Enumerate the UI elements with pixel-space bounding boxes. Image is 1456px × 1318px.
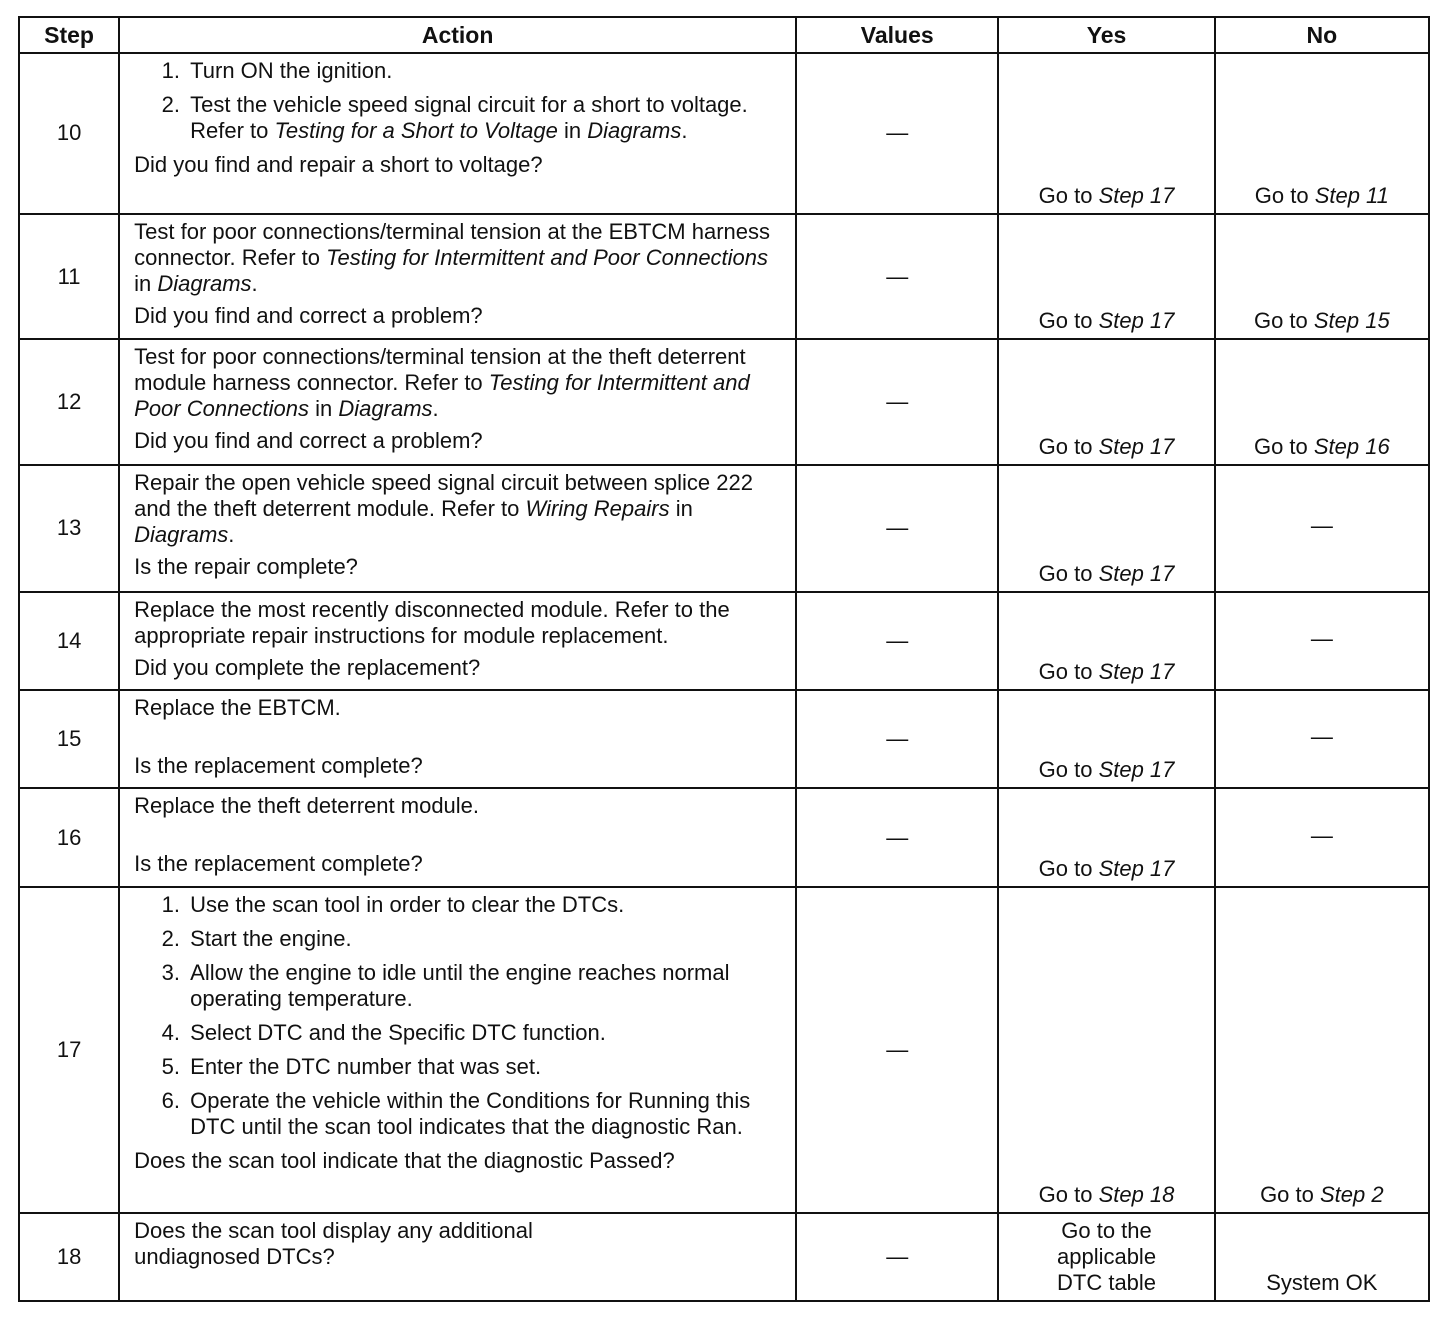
list-item: 6. Operate the vehicle within the Conditions for Running this DTC until the scan tool indicates that the diagnostic Ran. xyxy=(186,1088,783,1140)
yes-cell: Go to Step 17 xyxy=(998,690,1214,788)
no-cell: — xyxy=(1215,465,1429,592)
question-text: Does the scan tool indicate that the diagnostic Passed? xyxy=(134,1147,675,1173)
table-row xyxy=(19,887,1429,1213)
values-cell: — xyxy=(796,887,998,1213)
table-row xyxy=(19,1213,1429,1301)
step-number: 12 xyxy=(19,339,119,465)
action-text: Does the scan tool display any additional undiagnosed DTCs? xyxy=(134,1217,533,1269)
question-text: Did you find and repair a short to voltage? xyxy=(134,152,543,177)
step-number: 18 xyxy=(19,1213,119,1301)
yes-cell: Go to Step 18 xyxy=(998,887,1214,1213)
question-text: Is the replacement complete? xyxy=(134,851,423,877)
action-cell xyxy=(119,1213,796,1301)
yes-cell: Go to Step 17 xyxy=(998,214,1214,340)
list-item: 2. Test the vehicle speed signal circuit for a short to voltage. Refer to Testing for a Short to Voltage in Diagrams. xyxy=(186,92,783,144)
question-text: Did you find and correct a problem? xyxy=(134,302,483,328)
yes-cell: Go to Step 17 xyxy=(998,788,1214,886)
values-cell: — xyxy=(796,788,998,886)
yes-cell: Go to Step 17 xyxy=(998,53,1214,214)
no-cell: Go to Step 2 xyxy=(1215,887,1429,1213)
table-row xyxy=(19,339,1429,465)
action-cell xyxy=(119,592,796,690)
step-number: 10 xyxy=(19,53,119,214)
header-yes: Yes xyxy=(998,17,1214,53)
values-cell: — xyxy=(796,214,998,340)
step-number: 11 xyxy=(19,214,119,340)
header-action: Action xyxy=(119,17,796,53)
yes-cell: Go to the applicable DTC table xyxy=(998,1213,1214,1301)
step-number: 17 xyxy=(19,887,119,1213)
no-cell: — xyxy=(1215,592,1429,690)
table-row xyxy=(19,788,1429,886)
step-number: 16 xyxy=(19,788,119,886)
table-row xyxy=(19,214,1429,340)
action-cell xyxy=(119,690,796,788)
question-text: Is the repair complete? xyxy=(134,553,358,579)
action-text: Replace the most recently disconnected module. Refer to the appropriate repair instructions for module replacement. xyxy=(134,596,730,648)
action-cell xyxy=(119,214,796,340)
yes-cell: Go to Step 17 xyxy=(998,339,1214,465)
table-row xyxy=(19,592,1429,690)
no-cell: — xyxy=(1215,788,1429,886)
step-number: 14 xyxy=(19,592,119,690)
action-cell xyxy=(119,465,796,592)
list-item: 2. Start the engine. xyxy=(186,926,783,952)
step-number: 15 xyxy=(19,690,119,788)
question-text: Is the replacement complete? xyxy=(134,753,423,779)
table-row xyxy=(19,465,1429,592)
action-cell xyxy=(119,339,796,465)
list-item: 1. Turn ON the ignition. xyxy=(186,58,783,84)
question-text: Did you find and correct a problem? xyxy=(134,428,483,454)
values-cell: — xyxy=(796,53,998,214)
values-cell: — xyxy=(796,1213,998,1301)
action-list xyxy=(134,892,783,1140)
table-row xyxy=(19,690,1429,788)
action-cell xyxy=(119,887,796,1213)
action-text: Replace the theft deterrent module. xyxy=(134,793,480,819)
action-list xyxy=(134,58,783,144)
list-item: 1. Use the scan tool in order to clear the DTCs. xyxy=(186,892,783,918)
list-item: 5. Enter the DTC number that was set. xyxy=(186,1054,783,1080)
list-item: 4. Select DTC and the Specific DTC function. xyxy=(186,1020,783,1046)
no-cell: Go to Step 11 xyxy=(1215,53,1429,214)
no-cell: Go to Step 15 xyxy=(1215,214,1429,340)
action-text: Test for poor connections/terminal tension at the EBTCM harness connector. Refer to Testing for Intermittent and Poor Connections in Diagrams. xyxy=(134,218,771,296)
values-cell: — xyxy=(796,465,998,592)
action-text: Replace the EBTCM. xyxy=(134,695,341,721)
table-row xyxy=(19,53,1429,214)
header-no: No xyxy=(1215,17,1429,53)
action-text: Repair the open vehicle speed signal circuit between splice 222 and the theft deterrent module. Refer to Wiring Repairs in Diagrams. xyxy=(134,469,753,547)
header-values: Values xyxy=(796,17,998,53)
step-number: 13 xyxy=(19,465,119,592)
action-text: Test for poor connections/terminal tension at the theft deterrent module harness connector. Refer to Testing for Intermittent and Poor Connections in Diagrams. xyxy=(134,344,750,422)
yes-cell: Go to Step 17 xyxy=(998,465,1214,592)
values-cell: — xyxy=(796,592,998,690)
list-item: 3. Allow the engine to idle until the engine reaches normal operating temperature. xyxy=(186,960,783,1012)
yes-cell: Go to Step 17 xyxy=(998,592,1214,690)
no-cell: Go to Step 16 xyxy=(1215,339,1429,465)
action-cell xyxy=(119,53,796,214)
no-cell: — xyxy=(1215,690,1429,788)
header-row xyxy=(19,17,1429,53)
values-cell: — xyxy=(796,690,998,788)
header-step: Step xyxy=(19,17,119,53)
no-cell: System OK xyxy=(1215,1213,1429,1301)
action-cell xyxy=(119,788,796,886)
diagnostic-table xyxy=(18,16,1430,1302)
values-cell: — xyxy=(796,339,998,465)
question-text: Did you complete the replacement? xyxy=(134,654,481,680)
